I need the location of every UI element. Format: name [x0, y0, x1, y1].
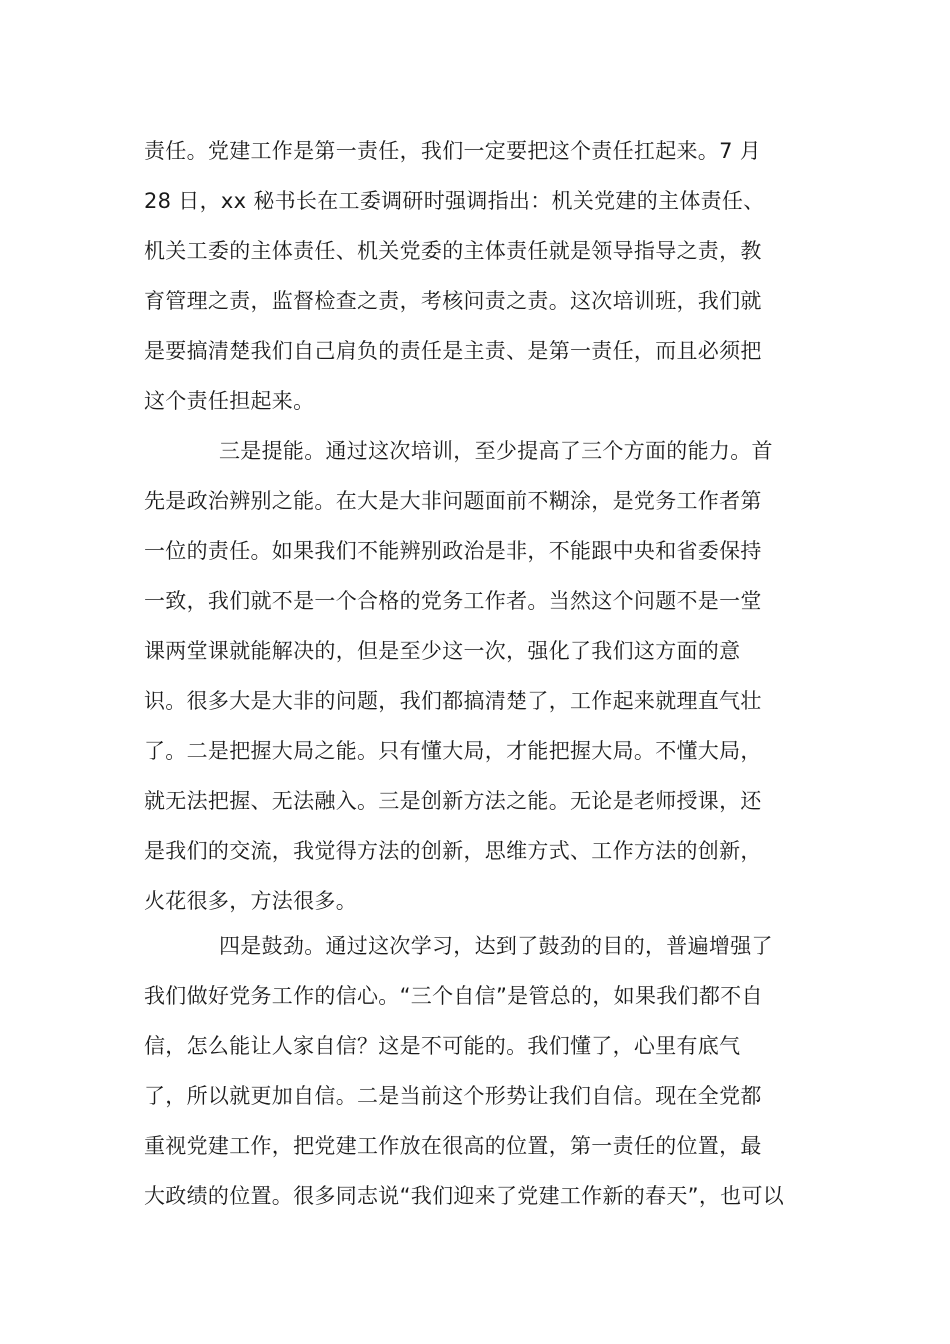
text-line: 信，怎么能让人家自信？这是不可能的。我们懂了，心里有底气 [144, 1034, 741, 1058]
text-line: 课两堂课就能解决的，但是至少这一次，强化了我们这方面的意 [144, 639, 741, 663]
text-line: 火花很多，方法很多。 [144, 889, 357, 913]
text-line: 识。很多大是大非的问题，我们都搞清楚了，工作起来就理直气壮 [144, 689, 762, 713]
text-line: 先是政治辨别之能。在大是大非问题面前不糊涂，是党务工作者第 [144, 489, 762, 513]
text-line: 重视党建工作，把党建工作放在很高的位置，第一责任的位置，最 [144, 1134, 762, 1158]
text-line: 大政绩的位置。很多同志说“我们迎来了党建工作新的春天”，也可以 [144, 1184, 785, 1208]
text-line: 是要搞清楚我们自己肩负的责任是主责、是第一责任，而且必须把 [144, 339, 762, 363]
text-line: 了，所以就更加自信。二是当前这个形势让我们自信。现在全党都 [144, 1084, 762, 1108]
text-line: 一位的责任。如果我们不能辨别政治是非，不能跟中央和省委保持 [144, 539, 762, 563]
text-line: 一致，我们就不是一个合格的党务工作者。当然这个问题不是一堂 [144, 589, 762, 613]
text-line: 28 日，xx 秘书长在工委调研时强调指出：机关党建的主体责任、 [144, 189, 765, 213]
paragraph-start-line: 三是提能。通过这次培训，至少提高了三个方面的能力。首 [219, 439, 773, 463]
text-line: 就无法把握、无法融入。三是创新方法之能。无论是老师授课，还 [144, 789, 762, 813]
text-line: 责任。党建工作是第一责任，我们一定要把这个责任扛起来。7 月 [144, 139, 762, 163]
text-line: 这个责任担起来。 [144, 389, 315, 413]
paragraph-start-line: 四是鼓劲。通过这次学习，达到了鼓劲的目的，普遍增强了 [219, 934, 773, 958]
text-line: 我们做好党务工作的信心。“三个自信”是管总的，如果我们都不自 [144, 984, 763, 1008]
text-line: 育管理之责，监督检查之责，考核问责之责。这次培训班，我们就 [144, 289, 762, 313]
text-line: 是我们的交流，我觉得方法的创新，思维方式、工作方法的创新， [144, 839, 762, 863]
text-line: 机关工委的主体责任、机关党委的主体责任就是领导指导之责，教 [144, 239, 762, 263]
text-line: 了。二是把握大局之能。只有懂大局，才能把握大局。不懂大局， [144, 739, 762, 763]
